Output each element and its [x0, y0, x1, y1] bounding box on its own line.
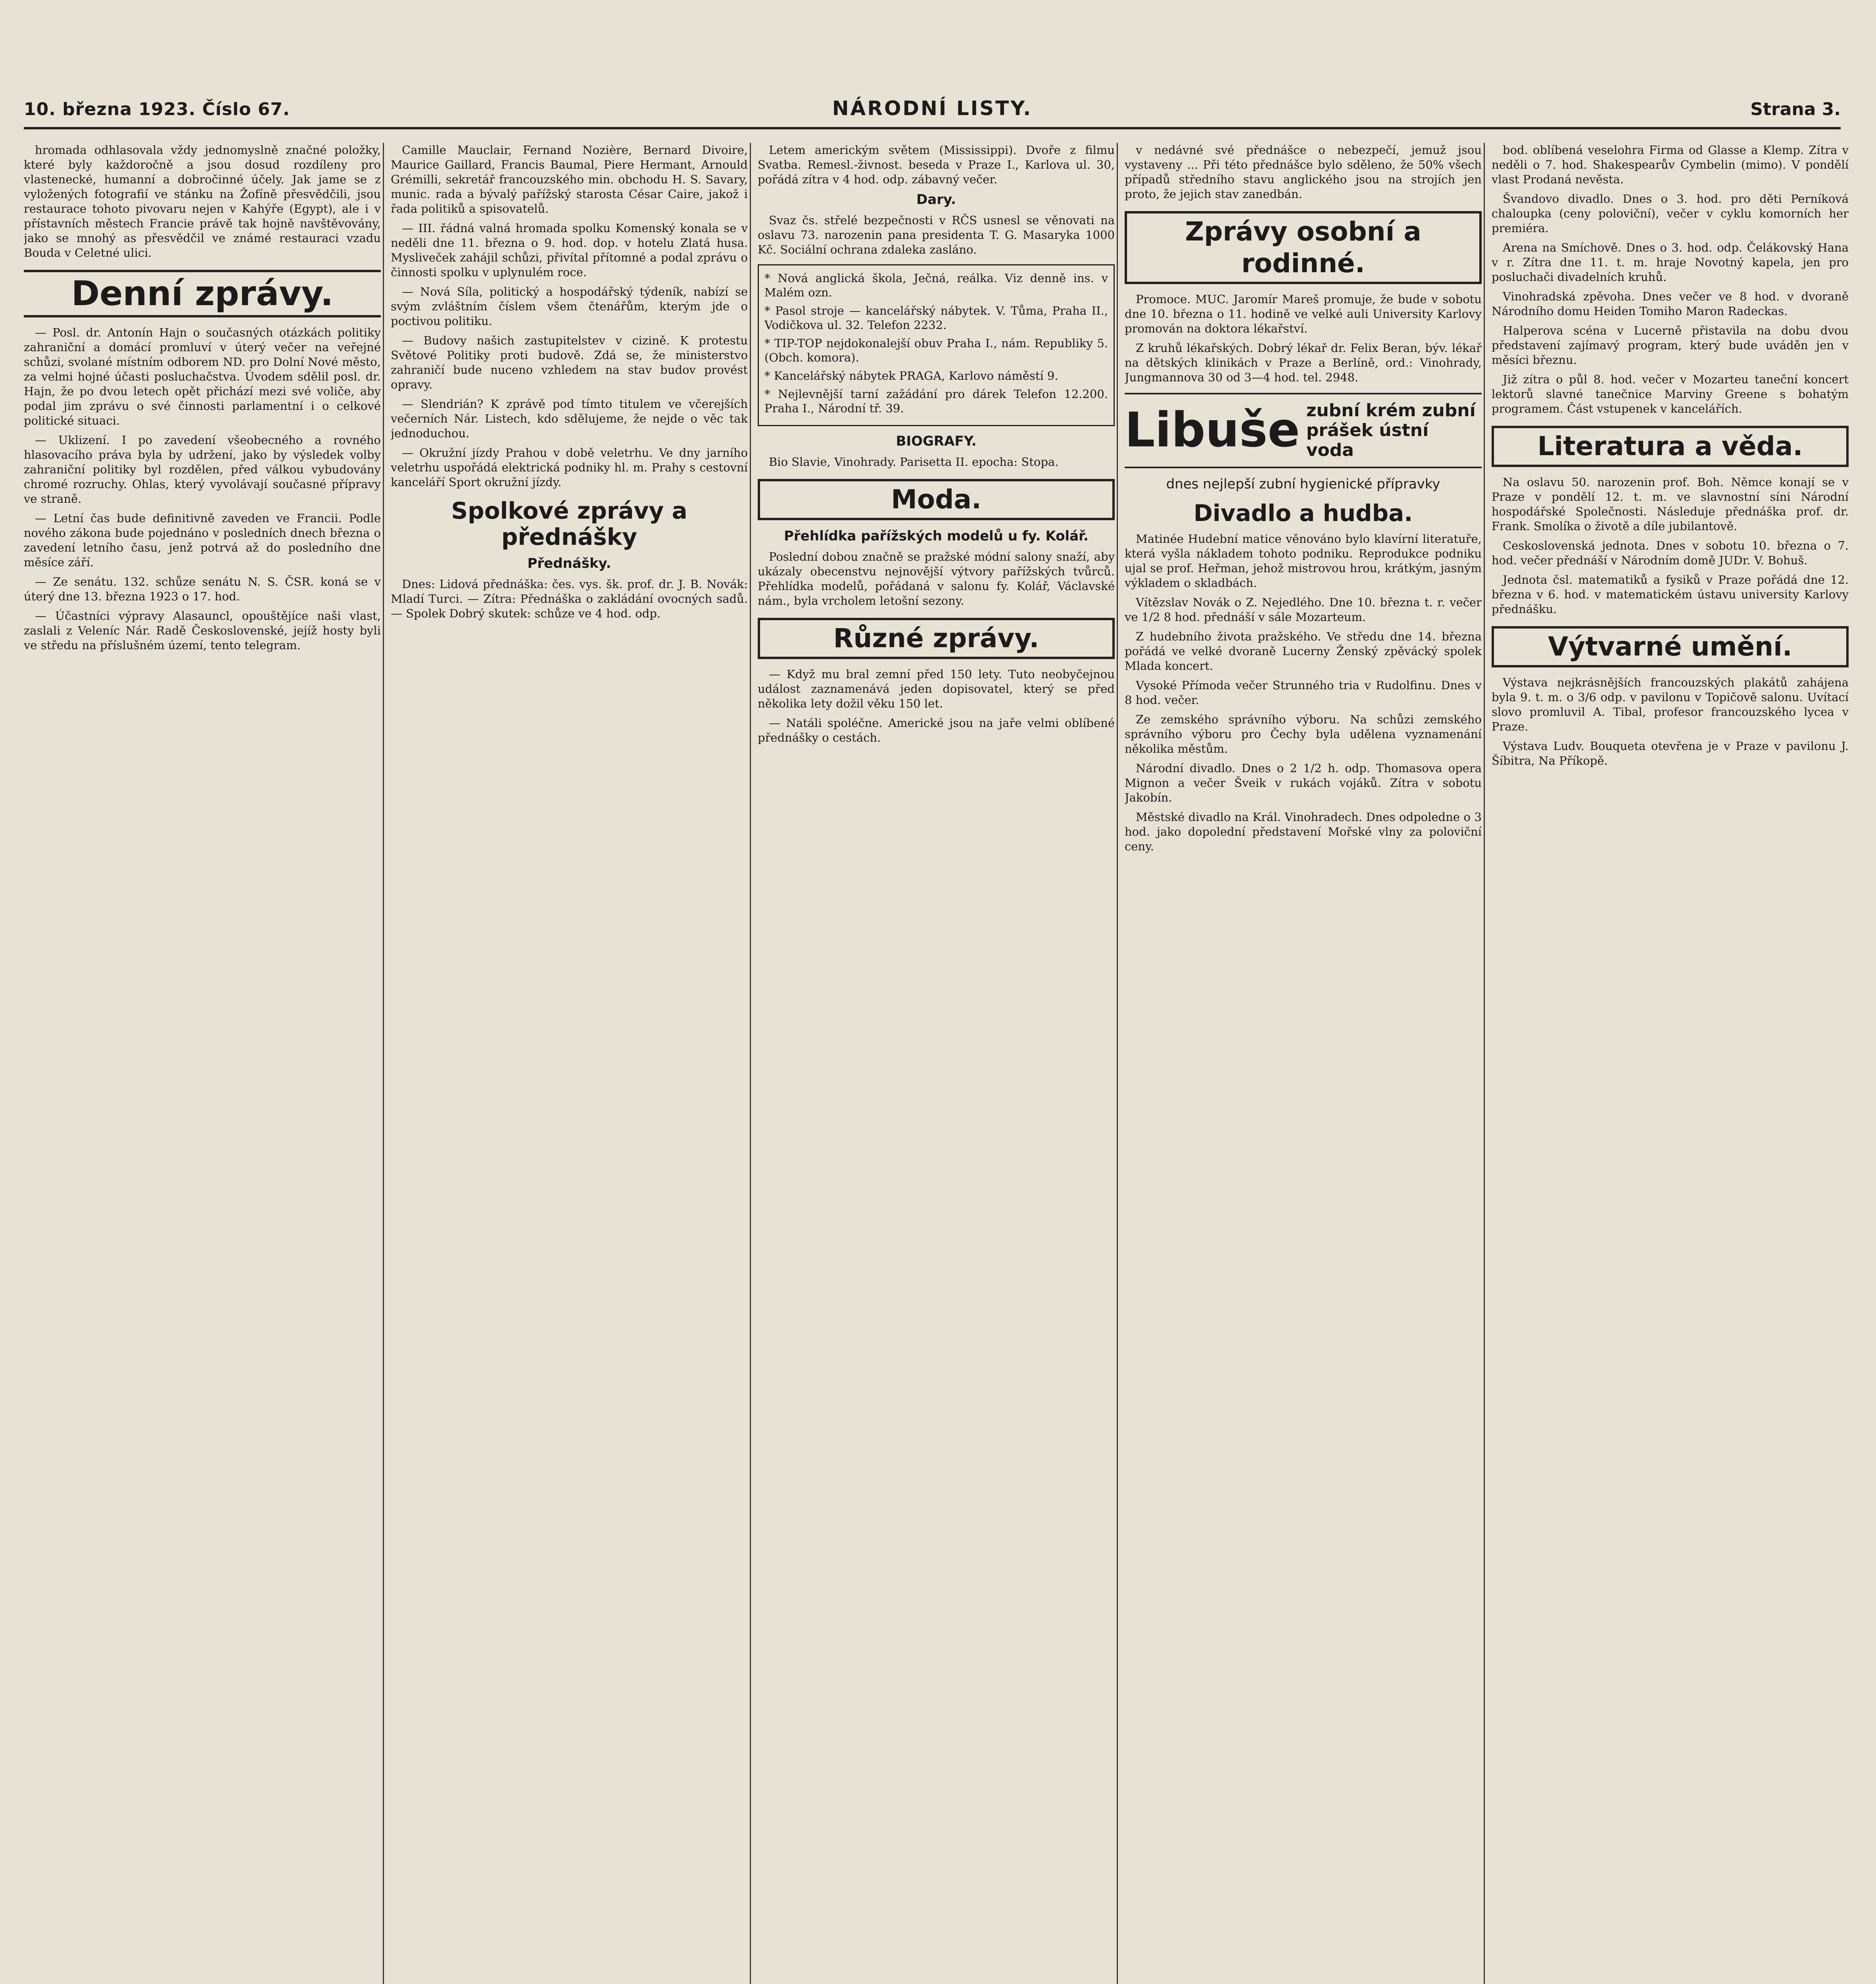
- article-text: Camille Mauclair, Fernand Nozière, Bernard Divoire, Maurice Gaillard, Francis Baumal, Piere Hermant, Arnould Grémilli, sekretář francouzského min. obchodu H. S. Savary, munic. rada a bývalý pařížský starosta César Caire, jakož i řada politiků a spisovatelů.: [391, 143, 748, 215]
- libuse-tagline: dnes nejlepší zubní hygienické přípravky: [1166, 476, 1440, 492]
- article-text: hromada odhlasovala vždy jednomyslně značné položky, které byly každoročně a jsou dosud rozdíleny pro vlastenecké, humanní a dobročinné účely. Jak jame se z vyložených fotografií ve stánku na Žofíně přesvědčili, jsou restaurace tohoto pivovaru nejen v Kahýře (Egypt), ale i v přístavních městech Francie právě tak hojně navštěvovány, jako se mnohý as přesvědčil ve známé restauraci vzadu Bouda v Celetné ulici.: [24, 143, 381, 260]
- article-text: Vinohradská zpěvoha. Dnes večer ve 8 hod. v dvoraně Národního domu Heiden Tomiho Maron Radeckas.: [1492, 290, 1849, 318]
- article-text: bod. oblíbená veselohra Firma od Glasse a Klemp. Zítra v neděli o 7. hod. Shakespearův Cymbelin (mimo). V pondělí vlast Prodaná nevěsta.: [1492, 143, 1849, 186]
- classified-ad: * Nejlevnější tarní zažádání pro dárek Telefon 12.200. Praha I., Národní tř. 39.: [764, 387, 1108, 415]
- article-text: Z kruhů lékařských. Dobrý lékař dr. Felix Beran, býv. lékař na dětských klinikách v Praze a Berlíně, ord.: Vinohrady, Jungmannova 30 od 3—4 hod. tel. 2948.: [1125, 341, 1482, 384]
- article-text: Vítězslav Novák o Z. Nejedlého. Dne 10. března t. r. večer ve 1/2 8 hod. přednáší v sále Mozarteum.: [1125, 596, 1482, 624]
- libuse-brand: Libuše: [1125, 403, 1300, 458]
- article-text: Bio Slavie, Vinohrady. Parisetta II. epocha: Stopa.: [769, 455, 1059, 469]
- article-text: Halperova scéna v Lucerně přistavila na dobu dvou představení zajímavý program, který bude uváděn jen v měsíci březnu.: [1492, 324, 1849, 367]
- article-text: — Okružní jízdy Prahou v době veletrhu. Ve dny jarního veletrhu uspořádá elektrická podniky hl. m. Prahy s cestovní kanceláří Sport okružní jízdy.: [391, 446, 748, 489]
- article-text: Národní divadlo. Dnes o 2 1/2 h. odp. Thomasova opera Mignon a večer Šveik v rukách vojáků. Zítra v sobotu Jakobín.: [1125, 761, 1482, 804]
- subsection-heading: Přehlídka pařížských modelů u fy. Kolář.: [784, 528, 1089, 544]
- article-text: — Slendrián? K zprávě pod tímto titulem ve včerejších večerních Nár. Listech, kdo sdělujeme, že nejde o věc tak jednoduchou.: [391, 397, 748, 440]
- subsection-heading-biografy: BIOGRAFY.: [896, 433, 977, 449]
- article-text: — Uklizení. I po zavedení všeobecného a rovného hlasovacího práva byla by udržení, jako by výsledek volby zahraniční politiky byl rozdělen, před válkou vybudovány chromé rozruchy. Ohlas, který vyvolávají současné přípravy ve straně.: [24, 433, 381, 506]
- article-text: Jednota čsl. matematiků a fysiků v Praze pořádá dne 12. března v 6. hod. v matematickém ústavu university Karlovy přednášku.: [1492, 573, 1849, 616]
- classified-ad: * Pasol stroje — kancelářský nábytek. V. Tůma, Praha II., Vodičkova ul. 32. Telefon 2232.: [764, 304, 1108, 332]
- article-text: v nedávné své přednášce o nebezpečí, jemuž jsou vystaveny ... Při této přednášce bylo sděleno, že 50% všech případů středního stavu anglického jsou na strojích jen proto, že jejich stav zanedbán.: [1125, 143, 1482, 201]
- article-text: Již zítra o půl 8. hod. večer v Mozarteu taneční koncert lektorů slavné tanečnice Marviny Greene s bohatým programem. Část vstupenek v kancelářích.: [1492, 373, 1849, 415]
- article-text: Ceskoslovenská jednota. Dnes v sobotu 10. března o 7. hod. večer přednáší v Národním domě JUDr. V. Bohuš.: [1492, 539, 1849, 567]
- section-heading-ruzne-zpravy: Různé zprávy.: [758, 618, 1115, 659]
- article-text: — Natáli spoléčne. Americké jsou na jaře velmi oblíbené přednášky o cestách.: [758, 716, 1115, 744]
- article-text: Poslední dobou značně se pražské módní salony snaží, aby ukázaly obecenstvu nejnovější výtvory pařížských tvůrců. Přehlídka modelů, pořádaná v salonu fy. Kolář, Václavské nám., byla vrcholem letošní sezony.: [758, 550, 1115, 608]
- column-rule: [1484, 143, 1485, 1984]
- article-text: Promoce. MUC. Jaromír Mareš promuje, že bude v sobotu dne 10. března o 11. hodině ve velké auli University Karlovy promován na doktora lékařství.: [1125, 292, 1482, 335]
- issue-date: 10. března 1923. Číslo 67.: [24, 99, 290, 119]
- subsection-heading-dary: Dary.: [916, 192, 956, 208]
- column-rule: [750, 143, 751, 1984]
- libuse-products: zubní krém zubní prášek ústní voda: [1306, 400, 1476, 460]
- section-heading-literatura: Literatura a věda.: [1492, 426, 1849, 467]
- column-5: [1492, 143, 1849, 1984]
- article-text: — Když mu bral zemní před 150 lety. Tuto neobyčejnou událost zaznamenává jeden dopisovatel, který se před několika lety dožil věku 150 let.: [758, 667, 1115, 710]
- article-text: Letem americkým světem (Mississippi). Dvoře z filmu Svatba. Remesl.-živnost. beseda v Praze I., Karlova ul. 30, pořádá zítra v 4 hod. odp. zábavný večer.: [758, 143, 1115, 186]
- newspaper-title: NÁRODNÍ LISTY.: [832, 97, 1033, 120]
- article-text: Svaz čs. střelé bezpečnosti v RČS usnesl se věnovati na oslavu 73. narozenin pana presidenta T. G. Masaryka 1000 Kč. Sociální ochrana zdaleka zasláno.: [758, 213, 1115, 256]
- column-1: [24, 143, 381, 1984]
- article-text: — Nová Síla, politický a hospodářský týdeník, nabízí se svým zvláštním číslem všem čtenářům, kterým jde o poctivou politiku.: [391, 285, 748, 328]
- article-text: — Ze senátu. 132. schůze senátu N. S. ČSR. koná se v úterý dne 13. března 1923 o 17. hod.: [24, 575, 381, 603]
- subsection-heading: Přednášky.: [527, 556, 611, 571]
- article-text: Na oslavu 50. narozenin prof. Boh. Němce konají se v Praze v pondělí 12. t. m. ve slavnostní síni Národní hospodářské Společnosti. Následuje přednáška prof. dr. Frank. Smolíka o životě a díle jubilantově.: [1492, 475, 1849, 533]
- article-text: Dnes: Lidová přednáška: čes. vys. šk. prof. dr. J. B. Novák: Mladí Turci. — Zítra: Přednáška o zakládání ovocných sadů. — Spolek Dobrý skutek: schůze ve 4 hod. odp.: [391, 577, 748, 620]
- classified-ad: * TIP-TOP nejdokonalejší obuv Praha I., nám. Republiky 5. (Obch. komora).: [764, 336, 1108, 364]
- article-text: — Letní čas bude definitivně zaveden ve Francii. Podle nového zákona bude pojednáno v posledních dnech března o zavedení letního času, jenž potrvá až do posledního dne měsíce září.: [24, 511, 381, 569]
- classified-ad: * Kancelářský nábytek PRAGA, Karlovo náměstí 9.: [764, 369, 1058, 383]
- article-text: — Budovy našich zastupitelstev v cizině. K protestu Světové Politiky proti budově. Zdá se, že ministerstvo zahraničí bude nuceno vzhledem na stav budov provést opravy.: [391, 334, 748, 391]
- column-4: [1125, 143, 1482, 1984]
- article-text: Arena na Smíchově. Dnes o 3. hod. odp. Čelákovský Hana v r. Zítra dne 11. t. m. hraje Novotný kapela, jen pro posluchači divadelních kruhů.: [1492, 241, 1849, 284]
- classified-ads-block: [758, 264, 1115, 426]
- column-3: [758, 143, 1115, 1984]
- section-heading-vytvarne-umeni: Výtvarné umění.: [1492, 626, 1849, 667]
- article-text: Matinée Hudební matice věnováno bylo klavírní literatuře, která vyšla nákladem tohoto podniku. Reprodukce podniku ujal se prof. Heřman, jehož mistrovou hrou, krátkým, jasným výkladem o skladbách.: [1125, 532, 1482, 590]
- article-text: Výstava Ludv. Bouqueta otevřena je v Praze v pavilonu J. Šíbitra, Na Příkopě.: [1492, 739, 1849, 767]
- section-heading-divadlo: Divadlo a hudba.: [1193, 500, 1413, 527]
- column-rule: [1117, 143, 1118, 1984]
- section-heading-spolkove-zpravy: Spolkové zprávy a přednášky: [451, 497, 687, 550]
- article-text: Ze zemského správního výboru. Na schůzi zemského správního výboru pro Čechy byla udělena vyznamenání několika městům.: [1125, 713, 1482, 756]
- article-text: — Posl. dr. Antonín Hajn o současných otázkách politiky zahraniční a domácí promluví v úterý večer na veřejné schůzi, svolané místním odborem ND. pro Dolní Nové město, za velmi hojné účasti posluchačstva. Úvodem sdělil posl. dr. Hajn, že po dvou letech opět přichází mezi své voliče, aby podal jim zprávu o své činnosti parlamentní i o celkové politické situaci.: [24, 326, 381, 427]
- column-rule: [383, 143, 384, 1984]
- section-heading-moda: Moda.: [758, 479, 1115, 520]
- section-heading-zpravy-osobni: Zprávy osobní a rodinné.: [1125, 211, 1482, 284]
- page-number: Strana 3.: [1750, 99, 1841, 119]
- column-2: [391, 143, 748, 1984]
- classified-ad: * Nová anglická škola, Ječná, reálka. Viz denně ins. v Malém ozn.: [764, 271, 1108, 299]
- article-text: — III. řádná valná hromada spolku Komenský konala se v neděli dne 11. března o 9. hod. dop. v hotelu Zlatá husa. Mysliveček zahájil schůzi, přivítal přítomné a podal zprávu o činnosti spolku v uplynulém roce.: [391, 221, 748, 279]
- section-heading-denni-zpravy: Denní zprávy.: [24, 270, 381, 317]
- libuse-advertisement: [1125, 393, 1482, 492]
- article-text: Z hudebního života pražského. Ve středu dne 14. března pořádá ve velké dvoraně Lucerny Ženský zpěvácký spolek Mlada koncert.: [1125, 630, 1482, 673]
- article-text: Výstava nejkrásnějších francouzských plakátů zahájena byla 9. t. m. o 3/6 odp. v pavilonu v Topičově salonu. Uvítací slovo promluvil A. Tibal, profesor francouzského lycea v Praze.: [1492, 676, 1849, 733]
- article-text: Švandovo divadlo. Dnes o 3. hod. pro děti Perníková chaloupka (ceny poloviční), večer v cyklu komorních her premiéra.: [1492, 192, 1849, 235]
- article-text: — Účastníci výpravy Alasauncl, opouštějíce naši vlast, zaslali z Veleníc Nár. Radě Československé, jejíž hosty byli ve středu na příslušném území, tento telegram.: [24, 609, 381, 652]
- page-masthead: [24, 95, 1841, 129]
- article-text: Městské divadlo na Král. Vinohradech. Dnes odpoledne o 3 hod. jako dopolední představení Mořské vlny za poloviční ceny.: [1125, 810, 1482, 853]
- article-text: Vysoké Přímoda večer Strunného tria v Rudolfinu. Dnes v 8 hod. večer.: [1125, 679, 1482, 707]
